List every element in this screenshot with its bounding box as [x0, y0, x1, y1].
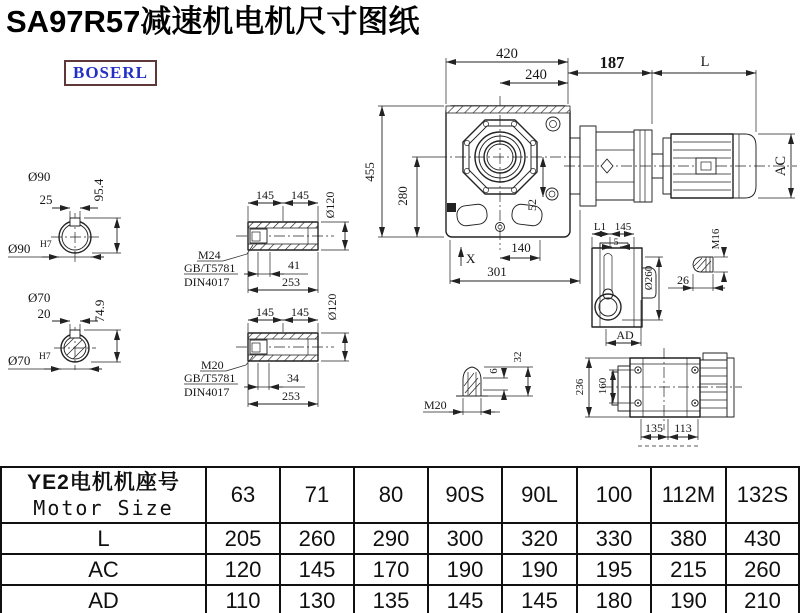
dim-253-b: 253 — [282, 389, 300, 403]
shaft-section-90 — [8, 169, 121, 262]
dim-301: 301 — [487, 264, 507, 279]
col-header: 100 — [577, 467, 651, 523]
dim-280: 280 — [395, 186, 410, 206]
cell: 320 — [502, 523, 577, 554]
dim-motor-AC: AC — [773, 155, 789, 177]
cell: 290 — [354, 523, 428, 554]
gearbox-top-view — [574, 348, 742, 446]
cell: 190 — [651, 585, 726, 613]
cell: 430 — [726, 523, 799, 554]
dim-32: 32 — [512, 351, 524, 363]
cell: 260 — [726, 554, 799, 585]
dim-L1: L1 — [593, 221, 607, 233]
table-row-L — [1, 523, 799, 554]
dim-135: 135 — [645, 421, 663, 435]
label-m20: M20 — [201, 358, 224, 372]
cell: 180 — [577, 585, 651, 613]
dim-x-mark: X — [466, 251, 476, 266]
cell: 215 — [651, 554, 726, 585]
dim-95-4: 95.4 — [91, 178, 106, 202]
dim-145-d: 145 — [291, 305, 309, 319]
cell: 260 — [280, 523, 354, 554]
col-header: 90S — [428, 467, 502, 523]
cell: 380 — [651, 523, 726, 554]
cell: 190 — [502, 554, 577, 585]
col-header: 80 — [354, 467, 428, 523]
col-header: 63 — [206, 467, 280, 523]
dim-34: 34 — [287, 371, 299, 385]
dim-253-a: 253 — [282, 275, 300, 289]
hollow-shaft-m24 — [184, 188, 349, 293]
col-header: 112M — [651, 467, 726, 523]
table-header-row — [1, 467, 799, 523]
cell: 190 — [428, 554, 502, 585]
dim-keyway-20: 20 — [37, 306, 51, 321]
dim-160: 160 — [597, 377, 609, 395]
dim-26: 26 — [677, 273, 689, 287]
hollow-shaft-m20 — [184, 294, 349, 407]
dim-dia120-a: Ø120 — [323, 191, 337, 219]
row-label: AC — [1, 554, 206, 585]
cell: 110 — [206, 585, 280, 613]
cell: 130 — [280, 585, 354, 613]
page-title: SA97R57减速机电机尺寸图纸 — [6, 4, 420, 39]
row-label: L — [1, 523, 206, 554]
gearbox-side-view — [592, 221, 663, 346]
cell: 195 — [577, 554, 651, 585]
dim-5: 5 — [613, 238, 619, 248]
dim-dia120-b: Ø120 — [325, 293, 339, 321]
shaft-end-m20 — [423, 352, 533, 416]
dim-bore90: Ø90 — [8, 241, 31, 256]
cell: 330 — [577, 523, 651, 554]
cell: 120 — [206, 554, 280, 585]
cell: 300 — [428, 523, 502, 554]
col-header: 132S — [726, 467, 799, 523]
dim-74-9: 74.9 — [92, 299, 107, 323]
dim-52: 52 — [525, 199, 539, 211]
dim-motor-L: L — [700, 54, 710, 70]
dim-bore90-tol: H7 — [40, 240, 52, 250]
label-m20-end: M20 — [424, 398, 447, 412]
cell: 205 — [206, 523, 280, 554]
dim-41: 41 — [288, 258, 300, 272]
dim-145-c: 145 — [256, 305, 274, 319]
cell: 145 — [502, 585, 577, 613]
dim-dia260: Ø260 — [643, 265, 655, 291]
dim-145-b: 145 — [291, 188, 309, 202]
col-header: 90L — [502, 467, 577, 523]
table-header-cell — [1, 467, 206, 523]
dim-236: 236 — [574, 378, 586, 396]
cell: 145 — [428, 585, 502, 613]
dim-420: 420 — [496, 46, 518, 62]
col-header: 71 — [280, 467, 354, 523]
table-row-AD — [1, 585, 799, 613]
dim-113: 113 — [674, 421, 692, 435]
dim-187: 187 — [599, 53, 625, 72]
dim-AD: AD — [616, 328, 634, 342]
row-label: AD — [1, 585, 206, 613]
plug-m16 — [668, 228, 728, 291]
dim-455: 455 — [362, 162, 377, 182]
dim-keyway-25: 25 — [39, 192, 53, 207]
label-din4017-b: DIN4017 — [184, 385, 230, 399]
dim-145-side: 145 — [614, 221, 632, 233]
dim-bore70-tol: H7 — [39, 352, 51, 362]
dim-6: 6 — [488, 368, 500, 374]
table-header-cn: YE2电机机座号 — [27, 471, 180, 494]
motor-size-table — [0, 466, 800, 613]
label-gbt5781-b: GB/T5781 — [184, 371, 236, 385]
table-row-AC — [1, 554, 799, 585]
dim-140: 140 — [511, 240, 531, 255]
gearbox-front-view — [362, 46, 580, 284]
label-gbt5781-a: GB/T5781 — [184, 261, 236, 275]
cell: 170 — [354, 554, 428, 585]
brand-logo: BOSERL — [64, 60, 157, 86]
table-header-en: Motor Size — [33, 496, 174, 520]
dim-dia90-label: Ø90 — [28, 169, 51, 184]
cell: 145 — [280, 554, 354, 585]
cell: 210 — [726, 585, 799, 613]
dim-M16: M16 — [710, 228, 722, 250]
cell: 135 — [354, 585, 428, 613]
motor-side-view — [564, 53, 797, 206]
dim-dia70-label: Ø70 — [28, 290, 51, 305]
label-din4017-a: DIN4017 — [184, 275, 230, 289]
dim-240: 240 — [525, 67, 547, 83]
label-m24: M24 — [198, 248, 221, 262]
dim-145-a: 145 — [256, 188, 274, 202]
dim-bore70: Ø70 — [8, 353, 31, 368]
shaft-section-70 — [8, 290, 121, 370]
